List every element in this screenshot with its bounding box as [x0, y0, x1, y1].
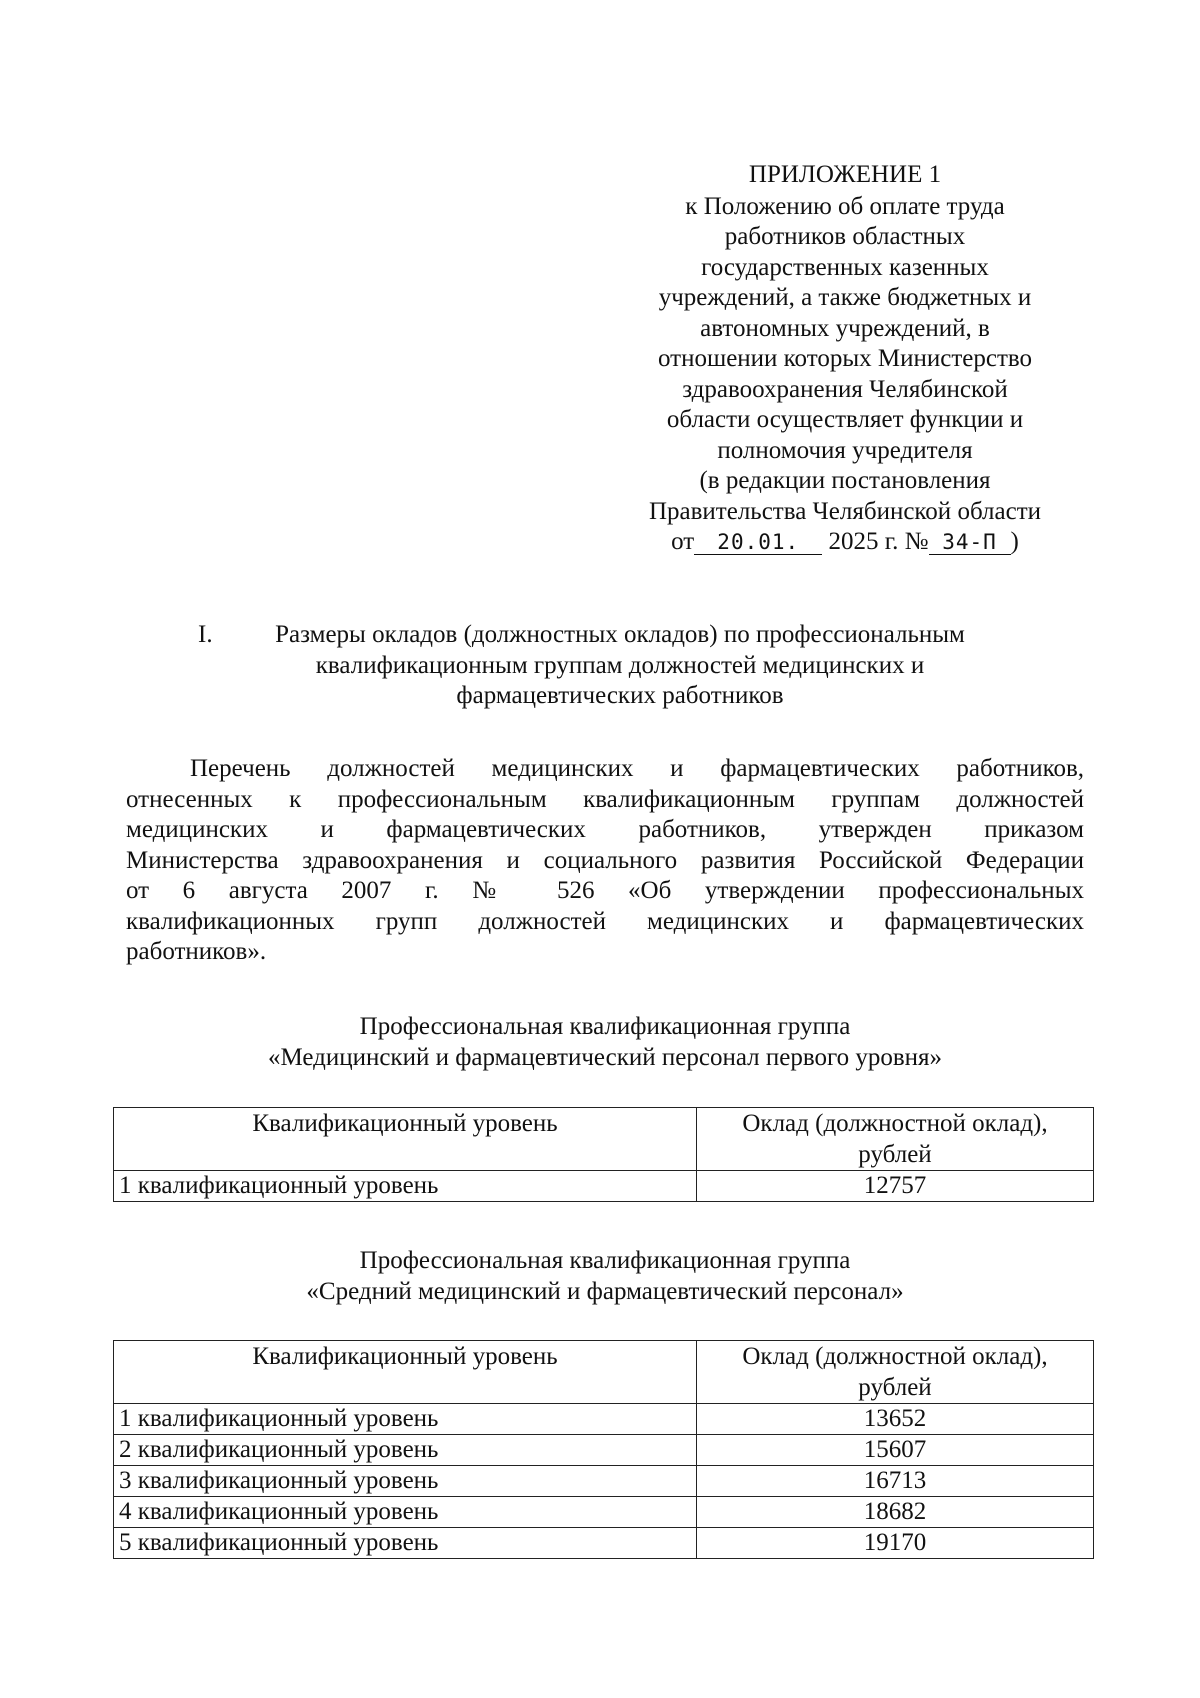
salary-cell: 16713	[697, 1466, 1094, 1497]
column-header-salary	[697, 1341, 1094, 1404]
close-paren: )	[1010, 528, 1019, 555]
group-heading-line: Профессиональная квалификационная группа	[359, 1247, 851, 1274]
annex-line: работников областных	[724, 223, 966, 250]
year-text: 2025 г. №	[828, 528, 929, 555]
table-row	[114, 1466, 1094, 1497]
section-number: I.	[198, 621, 213, 648]
table-row	[114, 1171, 1094, 1202]
group-heading	[126, 1012, 1084, 1073]
annex-title: ПРИЛОЖЕНИЕ 1	[748, 161, 942, 188]
annex-line: отношении которых Министерство	[657, 345, 1033, 372]
group-heading-line: «Средний медицинский и фармацевтический персонал»	[306, 1277, 904, 1305]
column-header-salary-line: рублей	[858, 1373, 932, 1401]
section-title-line: Размеры окладов (должностных окладов) по профессиональным	[275, 621, 965, 648]
level-cell: 5 квалификационный уровень	[114, 1528, 697, 1559]
date-prefix: от	[671, 528, 695, 555]
group-heading-line: Профессиональная квалификационная группа	[359, 1013, 851, 1040]
annex-date-line	[600, 527, 1090, 558]
salary-cell: 15607	[697, 1435, 1094, 1466]
column-header-salary-line: Оклад (должностной оклад),	[742, 1110, 1048, 1137]
column-header-level: Квалификационный уровень	[114, 1108, 697, 1171]
paragraph-line: отнесенных к профессиональным квалификационным группам должностей	[126, 785, 1084, 813]
annex-line: области осуществляет функции и	[666, 406, 1024, 433]
table-row	[114, 1528, 1094, 1559]
paragraph-line: Министерства здравоохранения и социального развития Российской Федерации	[126, 846, 1084, 874]
annex-line: государственных казенных	[701, 253, 989, 281]
table-row	[114, 1404, 1094, 1435]
paragraph-line: медицинских и фармацевтических работников, утвержден приказом	[126, 816, 1084, 843]
intro-paragraph	[126, 754, 1084, 968]
paragraph-line: Перечень должностей медицинских и фармацевтических работников,	[190, 755, 1084, 782]
annex-line: (в редакции постановления	[699, 467, 991, 494]
annex-line: здравоохранения Челябинской	[682, 375, 1008, 403]
annex-line: автономных учреждений, в	[700, 314, 990, 342]
annex-line: учреждений, а также бюджетных и	[658, 284, 1032, 311]
paragraph-line: от 6 августа 2007 г. № 526 «Об утверждении профессиональных	[126, 877, 1084, 904]
salary-table	[113, 1340, 1094, 1559]
salary-cell: 12757	[697, 1171, 1094, 1202]
salary-cell: 18682	[697, 1497, 1094, 1528]
section-title-line: фармацевтических работников	[456, 682, 784, 709]
column-header-salary-line: рублей	[858, 1140, 932, 1168]
salary-table	[113, 1107, 1094, 1202]
level-cell: 1 квалификационный уровень	[114, 1404, 697, 1435]
section-title	[270, 620, 970, 712]
annex-line: Правительства Челябинской области	[648, 497, 1042, 525]
table-row	[114, 1435, 1094, 1466]
annex-header	[600, 160, 1090, 558]
column-header-salary	[697, 1108, 1094, 1171]
column-header-salary-line: Оклад (должностной оклад),	[742, 1343, 1048, 1370]
section-title-line: квалификационным группам должностей медицинских и	[315, 651, 925, 679]
table-header-row	[114, 1341, 1094, 1404]
level-cell: 2 квалификационный уровень	[114, 1435, 697, 1466]
level-cell: 1 квалификационный уровень	[114, 1171, 697, 1202]
level-cell: 4 квалификационный уровень	[114, 1497, 697, 1528]
group-heading	[126, 1246, 1084, 1307]
salary-cell: 19170	[697, 1528, 1094, 1559]
salary-cell: 13652	[697, 1404, 1094, 1435]
column-header-level: Квалификационный уровень	[114, 1341, 697, 1404]
annex-line: к Положению об оплате труда	[685, 192, 1005, 220]
group-heading-line: «Медицинский и фармацевтический персонал первого уровня»	[267, 1043, 943, 1071]
document-number: 34-П	[929, 530, 1011, 555]
level-cell: 3 квалификационный уровень	[114, 1466, 697, 1497]
paragraph-line: квалификационных групп должностей медицинских и фармацевтических	[126, 907, 1084, 935]
paragraph-line: работников».	[126, 938, 267, 965]
date-value: 20.01.	[694, 530, 822, 555]
annex-line: полномочия учредителя	[717, 436, 973, 464]
table-header-row	[114, 1108, 1094, 1171]
table-row	[114, 1497, 1094, 1528]
